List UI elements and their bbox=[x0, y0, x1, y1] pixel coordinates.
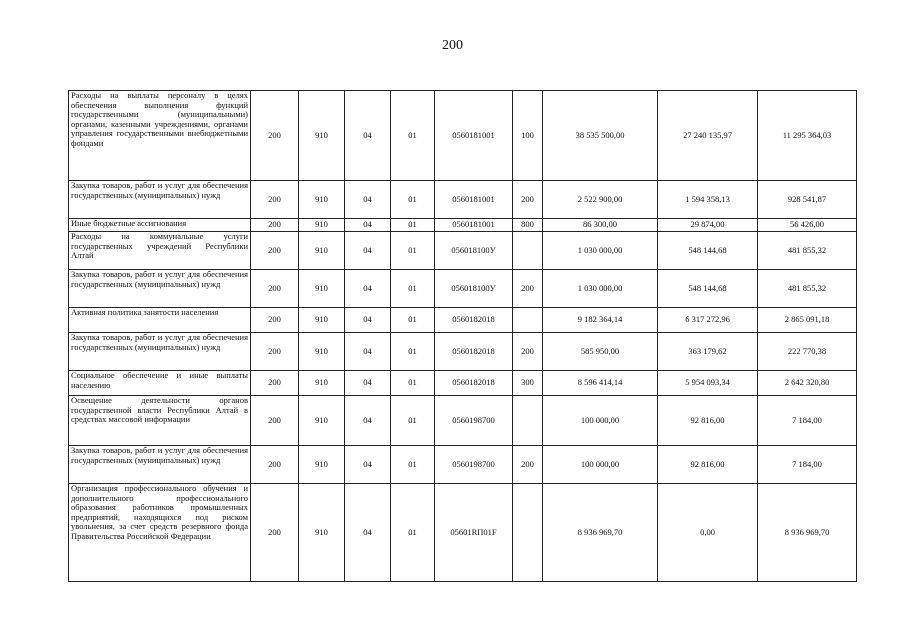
expense-name: Закупка товаров, работ и услуг для обеспечения государственных (муниципальных) нужд bbox=[69, 333, 251, 371]
dept-code: 910 bbox=[299, 371, 345, 396]
plan-amount: 8 936 969,70 bbox=[543, 484, 658, 582]
subsection-code: 01 bbox=[391, 371, 435, 396]
dept-code: 910 bbox=[299, 308, 345, 333]
admin-code: 200 bbox=[251, 446, 299, 484]
target-code: 0560182018 bbox=[435, 371, 513, 396]
table-row bbox=[69, 396, 857, 446]
executed-amount: 27 240 135,97 bbox=[658, 91, 758, 181]
plan-amount: 100 000,00 bbox=[543, 396, 658, 446]
plan-amount: 9 182 364,14 bbox=[543, 308, 658, 333]
executed-amount: 29 874,00 bbox=[658, 219, 758, 232]
executed-amount: 363 179,62 bbox=[658, 333, 758, 371]
executed-amount: 6 317 272,96 bbox=[658, 308, 758, 333]
target-code: 0560198700 bbox=[435, 446, 513, 484]
section-code: 04 bbox=[345, 219, 391, 232]
remainder-amount: 2 642 320,80 bbox=[758, 371, 857, 396]
dept-code: 910 bbox=[299, 333, 345, 371]
target-code: 0560181001 bbox=[435, 91, 513, 181]
expense-type-code: 200 bbox=[513, 181, 543, 219]
remainder-amount: 7 184,00 bbox=[758, 396, 857, 446]
expense-name: Закупка товаров, работ и услуг для обеспечения государственных (муниципальных) нужд bbox=[69, 181, 251, 219]
expense-type-code: 800 bbox=[513, 219, 543, 232]
expense-type-code bbox=[513, 484, 543, 582]
table-row bbox=[69, 91, 857, 181]
subsection-code: 01 bbox=[391, 91, 435, 181]
table-row bbox=[69, 270, 857, 308]
remainder-amount: 11 295 364,03 bbox=[758, 91, 857, 181]
target-code: 0560198700 bbox=[435, 396, 513, 446]
admin-code: 200 bbox=[251, 484, 299, 582]
remainder-amount: 928 541,87 bbox=[758, 181, 857, 219]
dept-code: 910 bbox=[299, 396, 345, 446]
table-row bbox=[69, 484, 857, 582]
subsection-code: 01 bbox=[391, 219, 435, 232]
remainder-amount: 481 855,32 bbox=[758, 232, 857, 270]
expense-name: Активная политика занятости населения bbox=[69, 308, 251, 333]
section-code: 04 bbox=[345, 371, 391, 396]
target-code: 056018100У bbox=[435, 270, 513, 308]
plan-amount: 100 000,00 bbox=[543, 446, 658, 484]
plan-amount: 585 950,00 bbox=[543, 333, 658, 371]
admin-code: 200 bbox=[251, 232, 299, 270]
target-code: 0560181001 bbox=[435, 219, 513, 232]
target-code: 0560182018 bbox=[435, 333, 513, 371]
subsection-code: 01 bbox=[391, 484, 435, 582]
plan-amount: 8 596 414,14 bbox=[543, 371, 658, 396]
subsection-code: 01 bbox=[391, 333, 435, 371]
table-row bbox=[69, 181, 857, 219]
executed-amount: 0,00 bbox=[658, 484, 758, 582]
table-body bbox=[69, 91, 857, 582]
remainder-amount: 7 184,00 bbox=[758, 446, 857, 484]
subsection-code: 01 bbox=[391, 446, 435, 484]
expense-type-code: 200 bbox=[513, 270, 543, 308]
expense-type-code: 300 bbox=[513, 371, 543, 396]
section-code: 04 bbox=[345, 333, 391, 371]
admin-code: 200 bbox=[251, 91, 299, 181]
expense-type-code bbox=[513, 308, 543, 333]
section-code: 04 bbox=[345, 484, 391, 582]
remainder-amount: 222 770,38 bbox=[758, 333, 857, 371]
section-code: 04 bbox=[345, 232, 391, 270]
executed-amount: 548 144,68 bbox=[658, 232, 758, 270]
executed-amount: 5 954 093,34 bbox=[658, 371, 758, 396]
plan-amount: 86 300,00 bbox=[543, 219, 658, 232]
expense-name: Иные бюджетные ассигнования bbox=[69, 219, 251, 232]
remainder-amount: 481 855,32 bbox=[758, 270, 857, 308]
remainder-amount: 2 865 091,18 bbox=[758, 308, 857, 333]
admin-code: 200 bbox=[251, 270, 299, 308]
expense-name: Освещение деятельности органов государственной власти Республики Алтай в средствах массовой информации bbox=[69, 396, 251, 446]
expense-name: Расходы на коммунальные услуги государственных учреждений Республики Алтай bbox=[69, 232, 251, 270]
admin-code: 200 bbox=[251, 219, 299, 232]
subsection-code: 01 bbox=[391, 270, 435, 308]
subsection-code: 01 bbox=[391, 232, 435, 270]
expense-type-code bbox=[513, 232, 543, 270]
table-row bbox=[69, 371, 857, 396]
dept-code: 910 bbox=[299, 446, 345, 484]
plan-amount: 38 535 500,00 bbox=[543, 91, 658, 181]
table-row bbox=[69, 446, 857, 484]
section-code: 04 bbox=[345, 308, 391, 333]
expense-name: Закупка товаров, работ и услуг для обеспечения государственных (муниципальных) нужд bbox=[69, 270, 251, 308]
dept-code: 910 bbox=[299, 219, 345, 232]
budget-table bbox=[68, 90, 857, 582]
plan-amount: 1 030 000,00 bbox=[543, 270, 658, 308]
target-code: 0560182018 bbox=[435, 308, 513, 333]
admin-code: 200 bbox=[251, 371, 299, 396]
table-row bbox=[69, 232, 857, 270]
admin-code: 200 bbox=[251, 308, 299, 333]
plan-amount: 1 030 000,00 bbox=[543, 232, 658, 270]
expense-type-code: 100 bbox=[513, 91, 543, 181]
plan-amount: 2 522 900,00 bbox=[543, 181, 658, 219]
dept-code: 910 bbox=[299, 181, 345, 219]
subsection-code: 01 bbox=[391, 181, 435, 219]
expense-name: Организация профессионального обучения и дополнительного профессионального образования работников промышленных предприятий, находящихся под риском увольнения, за счет средств резервного фонда Правительства Российской Федерации bbox=[69, 484, 251, 582]
executed-amount: 1 594 358,13 bbox=[658, 181, 758, 219]
target-code: 0560181001 bbox=[435, 181, 513, 219]
section-code: 04 bbox=[345, 446, 391, 484]
dept-code: 910 bbox=[299, 232, 345, 270]
expense-type-code: 200 bbox=[513, 446, 543, 484]
table-row bbox=[69, 219, 857, 232]
section-code: 04 bbox=[345, 270, 391, 308]
expense-type-code: 200 bbox=[513, 333, 543, 371]
admin-code: 200 bbox=[251, 181, 299, 219]
expense-name: Расходы на выплаты персоналу в целях обеспечения выполнения функций государственными (муниципальными) органами, казенными учреждениями, органами управления государственными внебюджетными фондами bbox=[69, 91, 251, 181]
target-code: 056018100У bbox=[435, 232, 513, 270]
remainder-amount: 56 426,00 bbox=[758, 219, 857, 232]
executed-amount: 548 144,68 bbox=[658, 270, 758, 308]
remainder-amount: 8 936 969,70 bbox=[758, 484, 857, 582]
section-code: 04 bbox=[345, 181, 391, 219]
executed-amount: 92 816,00 bbox=[658, 396, 758, 446]
table-row bbox=[69, 333, 857, 371]
subsection-code: 01 bbox=[391, 396, 435, 446]
dept-code: 910 bbox=[299, 270, 345, 308]
subsection-code: 01 bbox=[391, 308, 435, 333]
section-code: 04 bbox=[345, 91, 391, 181]
target-code: 05601RП01F bbox=[435, 484, 513, 582]
expense-name: Закупка товаров, работ и услуг для обеспечения государственных (муниципальных) нужд bbox=[69, 446, 251, 484]
admin-code: 200 bbox=[251, 396, 299, 446]
page-number: 200 bbox=[442, 38, 463, 53]
section-code: 04 bbox=[345, 396, 391, 446]
dept-code: 910 bbox=[299, 484, 345, 582]
executed-amount: 92 816,00 bbox=[658, 446, 758, 484]
admin-code: 200 bbox=[251, 333, 299, 371]
dept-code: 910 bbox=[299, 91, 345, 181]
expense-type-code bbox=[513, 396, 543, 446]
table-row bbox=[69, 308, 857, 333]
expense-name: Социальное обеспечение и иные выплаты населению bbox=[69, 371, 251, 396]
